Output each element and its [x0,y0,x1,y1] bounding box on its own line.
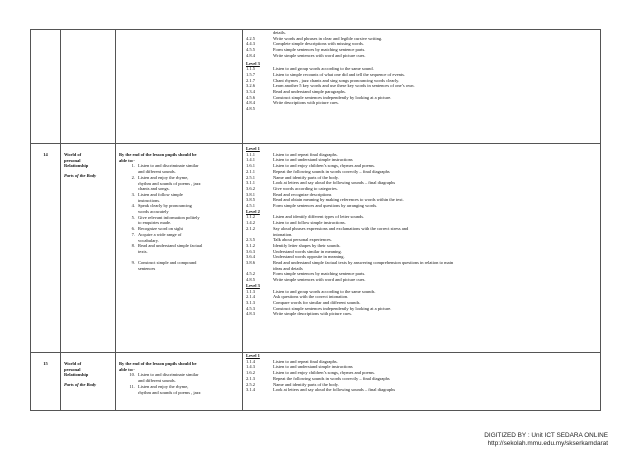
objective-text: Form simple sentences and questions by arranging words. [273,203,378,209]
standard-item [119,384,238,395]
objective-text: Identify letter shapes by their sounds. [273,242,341,248]
objective-code: 3.8.1 [246,191,255,197]
week-number: 14 [31,144,61,353]
standard-text [138,175,238,192]
level-heading: Level 2 [246,208,260,214]
standard-text [138,384,238,395]
standard-item [119,372,238,383]
objective-code: 1.6.1 [246,163,255,169]
objective-code: 4.4.3 [246,41,255,47]
objective-row [246,277,598,283]
objective-code: 2.1.2 [246,225,255,231]
objective-code: 4.5.1 [246,203,255,209]
objective-text: Read and recognize descriptions [273,191,332,197]
objective-text: Read and understand simple factual texts by answering comprehension questions in relation to main [273,260,454,266]
digitized-footer [484,432,608,448]
objective-code: 2.1.3 [246,375,255,381]
standard-number: 10. [129,372,135,378]
level-heading: Level 3 [246,282,260,288]
objective-code: 1.1.2 [246,214,255,220]
topic-title: Parts of the Body [64,173,97,179]
standard-line: Speak clearly by pronouncing [138,203,192,209]
objective-text: Name and identify parts of the body. [273,381,339,387]
objective-text: Listen to and enjoy children’s songs, rhymes and poems. [273,370,375,376]
standard-text [138,260,238,271]
week-number: 15 [31,353,61,411]
theme-cell [61,30,116,144]
theme-line: Relationship [64,372,89,378]
objective-code: 2.3.5 [246,237,255,243]
objective-text: Understand words opposite in meaning. [273,254,345,260]
objective-text: Read and understand simple paragraphs. [273,89,346,95]
objective-code: 4.8.5 [246,106,255,112]
standard-item [119,192,238,203]
objective-text: Listen to and follow simple instructions. [273,220,346,226]
objective-code: 3.1.4 [246,387,255,393]
objective-code: 1.1.5 [246,66,255,72]
objective-code: 4.5.3 [246,305,255,311]
standard-line: and different sounds. [138,378,176,384]
objective-text: Write simple descriptions with picture cues. [273,311,353,317]
objective-code: 4.5.2 [246,271,255,277]
standards-cell [116,30,243,144]
objectives-cell [243,353,601,411]
objective-text: Compare words for similar and different sounds. [273,299,361,305]
objective-code: 1.4.1 [246,157,255,163]
standard-text [138,215,238,226]
footer-url[interactable]: http://sekolah.mmu.edu.my/skserkamdarat [487,440,608,447]
objective-code: 4.8.5 [246,277,255,283]
standard-item [119,232,238,243]
standards-cell [116,144,243,353]
objective-text [273,106,598,112]
objective-text: Understand words similar in meaning. [273,248,342,254]
level-heading: Level 1 [246,146,260,151]
objective-text: Construct simple sentences independently by looking at a picture. [273,305,392,311]
objective-text: Learn another 5 key words and use these key words in sentences of one’s own. [273,83,415,89]
objective-code: 3.8.6 [246,260,255,266]
objective-text: Talk about personal experiences. [273,237,332,243]
level-heading: Level 3 [246,60,260,66]
objective-text: details. [273,30,286,35]
standard-line: Listen and enjoy the rhyme, [138,383,189,389]
objective-text: Write descriptions with picture cues. [273,100,339,106]
standard-line: Listen and enjoy the rhyme, [138,174,189,180]
table-row [31,30,601,144]
objectives-cell [243,144,601,353]
standard-number: 6. [131,226,135,232]
objective-text: Name and identify parts of the body. [273,174,339,180]
objective-code: 3.1.1 [246,180,255,186]
standard-item [119,260,238,271]
standard-line: and different sounds. [138,169,176,175]
standards-heading: By the end of the lesson pupils should be [119,152,197,157]
standard-line: to enquiries made. [138,220,172,226]
objective-code: 1.4.2 [246,220,255,226]
objective-code: 1.1.3 [246,288,255,294]
standard-line: Read and understand simple factual [138,243,203,249]
objective-code: 3.6.4 [246,254,255,260]
objective-code: 4.8.4 [246,52,255,58]
objective-text: Listen to and group words according to the same sounds. [273,288,376,294]
objective-text: Listen to and understand simple instructions [273,157,353,163]
objective-text: Listen to and understand simple instructions [273,364,353,370]
objective-text: Look at letters and say aloud the following sounds – final diagraphs [273,180,396,186]
standard-text [138,192,238,203]
objective-text: Write simple sentences with word and picture cues. [273,277,366,283]
objectives-cell [243,30,601,144]
theme-line: Relationship [64,163,89,169]
standard-line: Listen to and discriminate similar [138,372,199,378]
objective-text: Repeat the following sounds in words correctly – final diagraphs [273,168,390,174]
objective-text: Repeat the following sounds in words correctly – final diagraphs [273,375,390,381]
objective-code: 4.5.5 [246,47,255,53]
objective-text: Listen to and repeat final diagraphs. [273,358,338,364]
theme-cell [61,353,116,411]
objective-text: ideas and details [273,265,303,271]
objective-code: 1.4.3 [246,364,255,370]
standard-item [119,203,238,214]
objective-code: 3.1.3 [246,299,255,305]
objective-text: Look at letters and say aloud the following sounds – final diagraphs [273,387,396,393]
lesson-plan-table [30,29,601,411]
standards-heading: able to:- [119,366,135,372]
standard-number: 11. [129,383,135,389]
objective-text: Chant rhymes , jazz chants and sing songs pronouncing words clearly. [273,77,400,83]
standards-list [119,163,238,271]
standards-heading: By the end of the lesson pupils should be [119,361,197,366]
standard-number: 1. [131,163,135,169]
level-heading: Level 1 [246,353,260,358]
footer-credit: DIGITIZED BY : Unit ICT SEDARA ONLINE [484,432,608,439]
objective-row [246,203,598,209]
objective-text: intonation. [273,231,293,237]
objective-code: 3.2.6 [246,83,255,89]
objective-text: Say aloud phrases expressions and exclamations with the correct stress and [273,225,409,231]
objective-text: Listen to and repeat final diagraphs. [273,151,338,157]
standards-cell [116,353,243,411]
objective-code: 2.5.1 [246,174,255,180]
standard-line: chants and songs. [138,186,170,192]
objective-row [246,106,598,112]
standard-number: 7. [131,231,135,237]
standard-number: 5. [131,214,135,220]
standard-text [138,203,238,214]
standards-list [119,372,238,395]
standard-text [138,372,238,383]
table-row [31,353,601,411]
standard-line: words accurately [138,209,169,215]
standard-text [138,163,238,174]
standard-line: sentences [138,266,156,272]
objective-text: Give words according to categories. [273,185,338,191]
standard-text [138,243,238,254]
objective-code: 2.1.4 [246,294,255,300]
objective-code: 1.5.7 [246,71,255,77]
standard-line: texts. [138,248,148,254]
objective-row [246,53,598,59]
objective-text: Form simple sentences by matching sentence parts. [273,271,366,277]
theme-line: personal [64,366,81,372]
standard-item [119,175,238,192]
objective-text: Form simple sentences by matching sentence parts. [273,47,366,53]
standard-item [119,163,238,174]
objective-code: 2.1.1 [246,168,255,174]
objective-code: 4.8.3 [246,311,255,317]
objective-code: 3.3.4 [246,89,255,95]
standard-number: 3. [131,191,135,197]
objective-text: Listen to and enjoy children’s songs, rhymes and poems. [273,163,375,169]
objective-text: Listen and identify different types of letter sounds. [273,214,365,220]
objective-code: 2.1.7 [246,77,255,83]
standard-line: rhythm and sounds of poems , jazz [138,180,201,186]
standards-heading: able to:- [119,157,135,163]
theme-cell [61,144,116,353]
week-cell [31,30,61,144]
objective-code: 4.2.5 [246,35,255,41]
objective-code: 1.1.4 [246,358,255,364]
standard-line: Construct simple and compound [138,260,197,266]
standard-text [138,232,238,243]
objective-code: 3.8.5 [246,197,255,203]
standard-line: vocabulary. [138,237,159,243]
standard-number: 9. [131,260,135,266]
table-row [31,144,601,353]
objective-code: 4.5.6 [246,94,255,100]
standard-number: 2. [131,174,135,180]
standard-line: rhythm and sounds of poems , jazz [138,389,201,395]
objective-text: Read and obtain meaning by making references to words within the text. [273,197,404,203]
objective-code: 3.6.2 [246,185,255,191]
objective-code: 3.6.3 [246,248,255,254]
topic-title: Parts of the Body [64,382,97,388]
standard-line: Acquire a wide range of [138,231,182,237]
objective-row [246,387,598,393]
objective-code: 3.1.2 [246,242,255,248]
standard-line: Listen to and discriminate similar [138,163,199,169]
objective-code: 1.6.2 [246,370,255,376]
objective-code: 2.5.2 [246,381,255,387]
objective-code: 1.1.1 [246,151,255,157]
objective-text: Listen to simple recounts of what one did and tell the sequence of events. [273,71,405,77]
objective-text: Ask questions with the correct intonation. [273,294,349,300]
standard-line: Recognize word on sight [138,226,183,232]
theme-line: World of [64,152,82,157]
standard-line: instructions. [138,197,161,203]
objective-row [246,311,598,317]
objective-text: Construct simple sentences independently by looking at a picture. [273,94,392,100]
objective-text: Write simple sentences with word and picture cues. [273,52,366,58]
objective-text: Listen to and group words according to the same sound. [273,66,374,72]
theme-line: personal [64,157,81,163]
objective-code: 4.8.4 [246,100,255,106]
standard-line: Listen and follow simple [138,191,183,197]
standard-number: 4. [131,203,135,209]
standard-line: Give relevant information politely [138,214,200,220]
objective-text: Write words and phrases in clear and legible cursive writing. [273,35,383,41]
standard-item [119,215,238,226]
standard-item [119,243,238,254]
theme-line: World of [64,361,82,366]
objective-text: Complete simple descriptions with missing words. [273,41,364,47]
standard-number: 8. [131,243,135,249]
